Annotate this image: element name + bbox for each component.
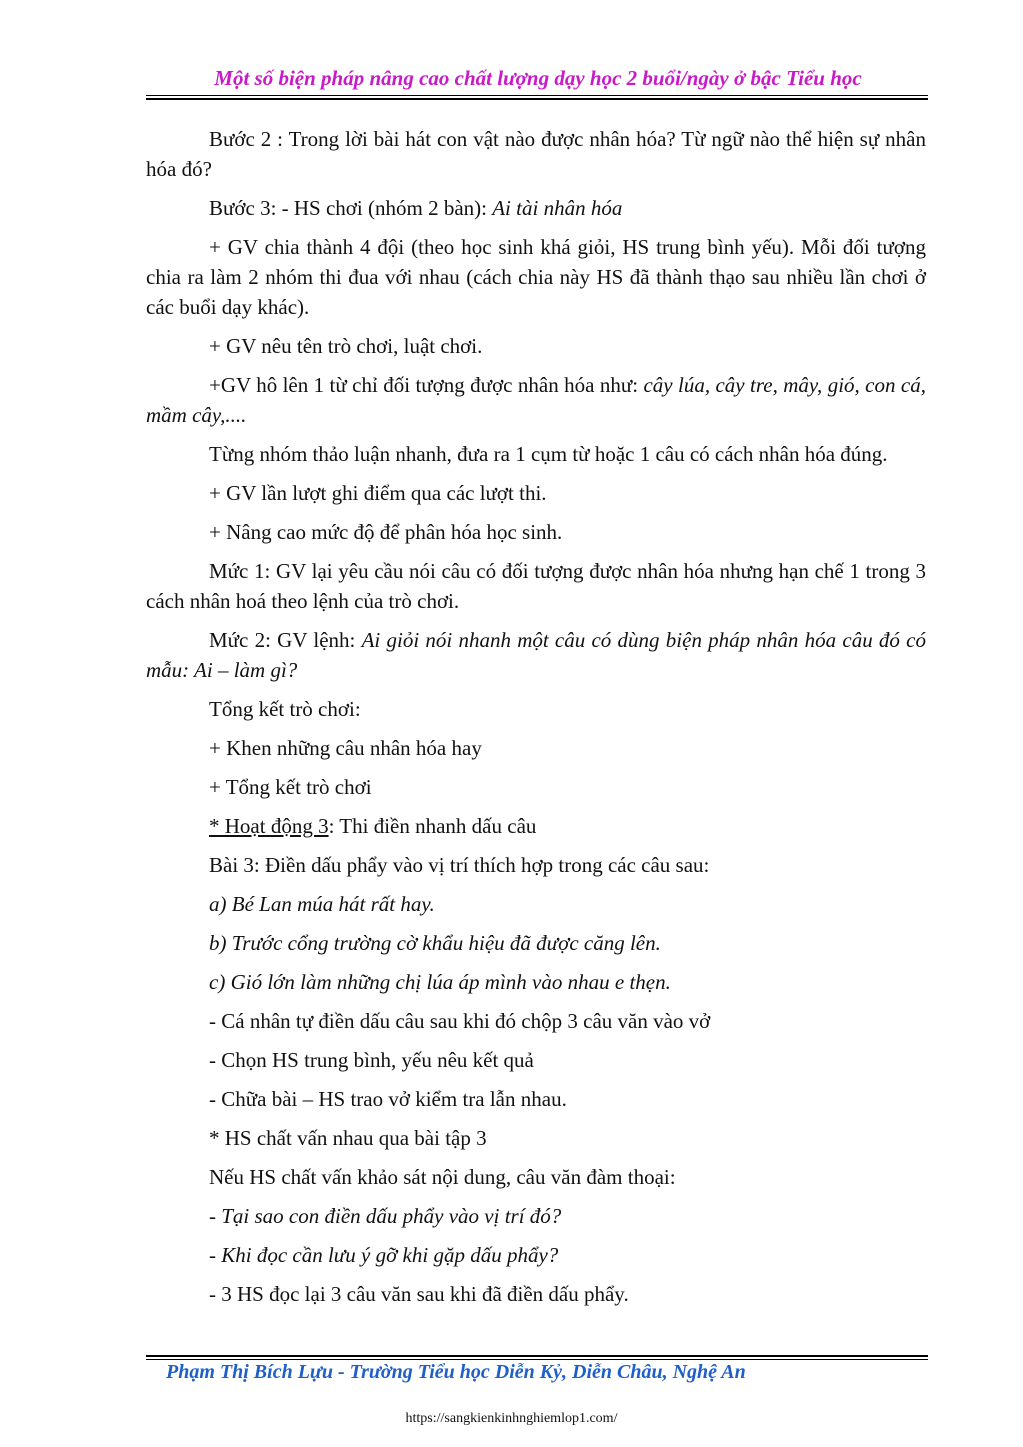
footer-author: Phạm Thị Bích Lựu - Trường Tiểu học Diễn Kỷ, Diễn Châu, Nghệ An — [166, 1361, 746, 1383]
footer-url: https://sangkienkinhnghiemlop1.com/ — [405, 1411, 618, 1426]
text-run: Mức 2: GV lệnh: — [209, 628, 362, 652]
paragraph — [146, 625, 926, 685]
paragraph: Tổng kết trò chơi: — [209, 697, 361, 721]
paragraph — [146, 889, 926, 919]
paragraph: * HS chất vấn nhau qua bài tập 3 — [209, 1126, 487, 1150]
paragraph: - Cá nhân tự điền dấu câu sau khi đó chộp 3 câu văn vào vở — [209, 1009, 711, 1033]
paragraph — [146, 928, 926, 958]
paragraph: Bước 2 : Trong lời bài hát con vật nào được nhân hóa? Từ ngữ nào thể hiện sự nhân hóa đó? — [146, 127, 926, 181]
text-run: : Thi điền nhanh dấu câu — [328, 814, 537, 838]
header-rule-thick — [146, 98, 928, 100]
underlined-heading: * Hoạt động 3 — [209, 814, 329, 838]
paragraph — [146, 1201, 926, 1231]
paragraph: Từng nhóm thảo luận nhanh, đưa ra 1 cụm từ hoặc 1 câu có cách nhân hóa đúng. — [209, 442, 888, 466]
header-rule-thin — [146, 95, 928, 96]
paragraph — [146, 811, 926, 841]
italic-text: Ai giỏi nói nhanh một câu có dùng biện pháp nhân hóa câu đó có mẫu: Ai – làm gì? — [146, 628, 926, 682]
document-body — [146, 124, 926, 1309]
page-header-title: Một số biện pháp nâng cao chất lượng dạy học 2 buổi/ngày ở bậc Tiểu học — [214, 66, 862, 90]
paragraph — [146, 370, 926, 430]
italic-text: b) Trước cổng trường cờ khẩu hiệu đã được căng lên. — [209, 931, 661, 955]
paragraph: Nếu HS chất vấn khảo sát nội dung, câu văn đàm thoại: — [209, 1165, 676, 1189]
italic-text: cây lúa, cây tre, mây, gió, con cá, mầm cây,.... — [146, 373, 926, 427]
paragraph: - 3 HS đọc lại 3 câu văn sau khi đã điền dấu phẩy. — [209, 1282, 629, 1306]
text-run: +GV hô lên 1 từ chỉ đối tượng được nhân hóa như: — [209, 373, 644, 397]
paragraph — [146, 193, 926, 223]
paragraph — [146, 1240, 926, 1270]
paragraph: Mức 1: GV lại yêu cầu nói câu có đối tượng được nhân hóa nhưng hạn chế 1 trong 3 cách nhân hoá theo lệnh của trò chơi. — [146, 559, 926, 613]
footer-rule-thin — [146, 1359, 928, 1360]
text-run: Bước 3: - HS chơi (nhóm 2 bàn): — [209, 196, 493, 220]
footer-rule-thick — [146, 1355, 928, 1357]
paragraph: + GV nêu tên trò chơi, luật chơi. — [209, 334, 483, 358]
italic-text: Ai tài nhân hóa — [492, 196, 623, 220]
paragraph: + Nâng cao mức độ để phân hóa học sinh. — [209, 520, 563, 544]
paragraph: - Chọn HS trung bình, yếu nêu kết quả — [209, 1048, 534, 1072]
paragraph: + GV lần lượt ghi điểm qua các lượt thi. — [209, 481, 547, 505]
paragraph: + Tổng kết trò chơi — [209, 775, 372, 799]
paragraph: + GV chia thành 4 đội (theo học sinh khá giỏi, HS trung bình yếu). Mỗi đối tượng chia ra làm 2 nhóm thi đua với nhau (cách chia này HS đã thành thạo sau nhiều lần chơi ở các buổi dạy khác). — [146, 235, 926, 319]
paragraph — [146, 967, 926, 997]
paragraph: Bài 3: Điền dấu phẩy vào vị trí thích hợp trong các câu sau: — [209, 853, 710, 877]
paragraph: - Chữa bài – HS trao vở kiểm tra lẫn nhau. — [209, 1087, 567, 1111]
italic-text: - Khi đọc cần lưu ý gỡ khi gặp dấu phẩy? — [209, 1243, 559, 1267]
italic-text: - Tại sao con điền dấu phẩy vào vị trí đó? — [209, 1204, 562, 1228]
paragraph: + Khen những câu nhân hóa hay — [209, 736, 482, 760]
italic-text: c) Gió lớn làm những chị lúa áp mình vào nhau e thẹn. — [209, 970, 671, 994]
italic-text: a) Bé Lan múa hát rất hay. — [209, 892, 435, 916]
